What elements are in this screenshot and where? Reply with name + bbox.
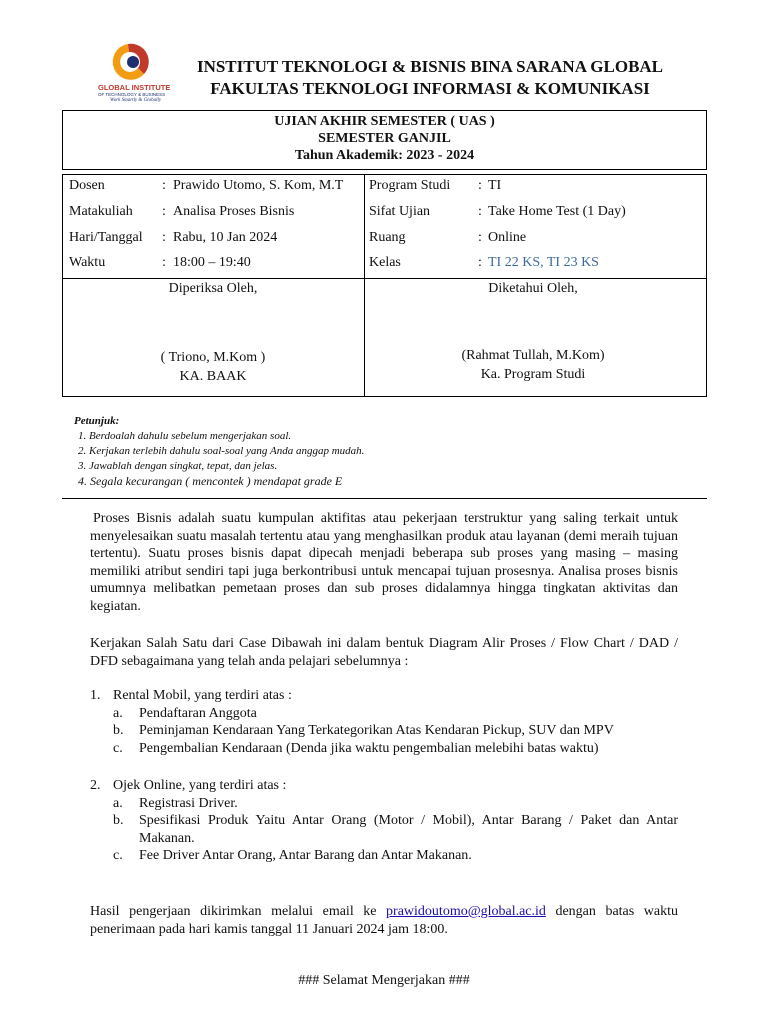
case-heading xyxy=(90,777,680,795)
task-instruction: Kerjakan Salah Satu dari Case Dibawah ini dalam bentuk Diagram Alir Proses / Flow Chart / DAD / DFD sebagaimana yang telah anda pelajari sebelumnya : xyxy=(90,636,678,669)
exam-semester: SEMESTER GANJIL xyxy=(318,131,451,146)
info-colon: : xyxy=(162,204,166,219)
instruction-item: 2. Kerjakan terlebih dahulu soal-soal yang Anda anggap mudah. xyxy=(78,445,365,457)
info-label: Dosen xyxy=(69,178,105,193)
section-divider xyxy=(62,498,707,499)
closing-line: ### Selamat Mengerjakan ### xyxy=(298,973,470,988)
info-value: TI xyxy=(488,178,502,193)
case-list-ojek-online xyxy=(90,777,680,865)
case-item-text: Peminjaman Kendaraan Yang Terkategorikan Atas Kendaran Pickup, SUV dan MPV xyxy=(139,723,614,738)
signature-title: Diketahui Oleh, xyxy=(488,281,578,296)
case-number: 2. xyxy=(90,778,101,793)
signature-name-block-right xyxy=(383,346,683,384)
logo-name: GLOBAL INSTITUTE xyxy=(98,83,171,92)
info-colon: : xyxy=(478,178,482,193)
info-value: Online xyxy=(488,230,527,245)
info-label: Sifat Ujian xyxy=(369,204,431,219)
case-heading xyxy=(90,687,680,705)
logo-emblem-icon xyxy=(98,40,178,84)
intro-paragraph: Proses Bisnis adalah suatu kumpulan aktifitas atau pekerjaan terstruktur yang saling terkait untuk menyelesaikan suatu masalah tertentu atau yang menghasilkan produk atau layanan (demi meraih tujuan tertentu). Suatu proses bisnis dapat dipecah menjadi beberapa sub proses yang masing – masing memiliki atribut sendiri tapi juga berkontribusi untuk mencapai tujuan prosesnya. Analisa proses bisnis umumnya melibatkan pemetaan proses dan sub proses didalamnya hingga tingkatan aktivitas dan kegiatan. xyxy=(90,511,678,614)
case-item-text: Fee Driver Antar Orang, Antar Barang dan Antar Makanan. xyxy=(139,848,472,863)
logo-subtitle: OF TECHNOLOGY & BUSINESS xyxy=(98,92,166,97)
case-item-text: Registrasi Driver. xyxy=(139,795,238,811)
info-colon: : xyxy=(478,204,482,219)
info-colon: : xyxy=(162,230,166,245)
signature-name: (Rahmat Tullah, M.Kom) xyxy=(461,348,605,363)
case-item xyxy=(90,812,680,847)
info-label: Program Studi xyxy=(369,178,451,193)
info-value: Take Home Test (1 Day) xyxy=(488,204,626,219)
info-value: Analisa Proses Bisnis xyxy=(173,204,295,219)
case-item-letter: c. xyxy=(113,740,123,756)
submission-text-before: Hasil pengerjaan dikirimkan melalui email ke xyxy=(90,904,387,919)
signature-block-acknowledged-by xyxy=(383,279,683,298)
submission-text-after: dengan batas waktu penerimaan pada hari kamis tanggal 11 Januari 2024 jam 18:00. xyxy=(90,904,678,937)
instruction-item: 1. Berdoalah dahulu sebelum mengerjakan soal. xyxy=(78,430,292,442)
info-colon: : xyxy=(162,178,166,193)
exam-title: UJIAN AKHIR SEMESTER ( UAS ) xyxy=(274,114,495,129)
signature-name-block-left xyxy=(63,348,363,386)
info-label: Waktu xyxy=(69,255,106,270)
exam-info-table xyxy=(62,174,707,397)
case-list-rental-mobil xyxy=(90,687,680,757)
instruction-item: 3. Jawablah dengan singkat, tepat, dan jelas. xyxy=(78,460,278,472)
signature-role: Ka. Program Studi xyxy=(480,367,586,382)
faculty-name: FAKULTAS TEKNOLOGI INFORMASI & KOMUNIKASI xyxy=(210,79,650,98)
signature-name: ( Triono, M.Kom ) xyxy=(160,350,266,365)
institute-logo xyxy=(98,40,178,106)
info-label: Matakuliah xyxy=(69,204,133,219)
signature-title: Diperiksa Oleh, xyxy=(168,281,258,296)
case-item xyxy=(90,740,680,758)
submission-email-link[interactable]: prawidoutomo@global.ac.id xyxy=(386,904,546,919)
case-number: 1. xyxy=(90,688,101,703)
info-colon: : xyxy=(162,255,166,270)
document-header xyxy=(180,56,680,100)
info-label: Ruang xyxy=(369,230,406,245)
case-item xyxy=(90,847,680,865)
case-item-letter: a. xyxy=(113,795,123,811)
case-title: Ojek Online, yang terdiri atas : xyxy=(113,778,287,793)
case-item-text: Pengembalian Kendaraan (Denda jika waktu pengembalian melebihi batas waktu) xyxy=(139,740,599,756)
case-item xyxy=(90,705,680,723)
info-value: Rabu, 10 Jan 2024 xyxy=(173,230,278,245)
exam-title-box xyxy=(62,110,707,170)
case-item-letter: b. xyxy=(113,723,124,738)
case-item xyxy=(90,795,680,813)
instructions-block xyxy=(74,414,364,489)
case-title: Rental Mobil, yang terdiri atas : xyxy=(113,688,292,703)
info-value: TI 22 KS, TI 23 KS xyxy=(488,255,599,270)
institute-name: INSTITUT TEKNOLOGI & BISNIS BINA SARANA GLOBAL xyxy=(196,57,664,76)
instructions-title: Petunjuk: xyxy=(74,415,120,427)
info-label: Kelas xyxy=(369,255,401,270)
case-item-text: Spesifikasi Produk Yaitu Antar Orang (Motor / Mobil), Antar Barang / Paket dan Antar Makanan. xyxy=(139,813,678,846)
signature-role: KA. BAAK xyxy=(179,369,247,384)
info-colon: : xyxy=(478,255,482,270)
case-item-letter: b. xyxy=(113,813,124,828)
case-item xyxy=(90,722,680,740)
info-colon: : xyxy=(478,230,482,245)
info-label: Hari/Tanggal xyxy=(69,230,143,245)
case-item-text: Pendaftaran Anggota xyxy=(139,705,257,721)
case-item-letter: a. xyxy=(113,705,123,721)
info-value: Prawido Utomo, S. Kom, M.T xyxy=(173,178,344,193)
case-item-letter: c. xyxy=(113,848,123,863)
table-divider-vertical xyxy=(364,175,365,396)
signature-block-checked-by xyxy=(63,279,363,298)
logo-tagline: Work Smartly & Globally xyxy=(110,98,162,103)
exam-year: Tahun Akademik: 2023 - 2024 xyxy=(294,148,475,163)
submission-note xyxy=(90,903,678,938)
info-value: 18:00 – 19:40 xyxy=(173,255,251,270)
instruction-item: 4. Segala kecurangan ( mencontek ) mendapat grade E xyxy=(78,474,343,488)
